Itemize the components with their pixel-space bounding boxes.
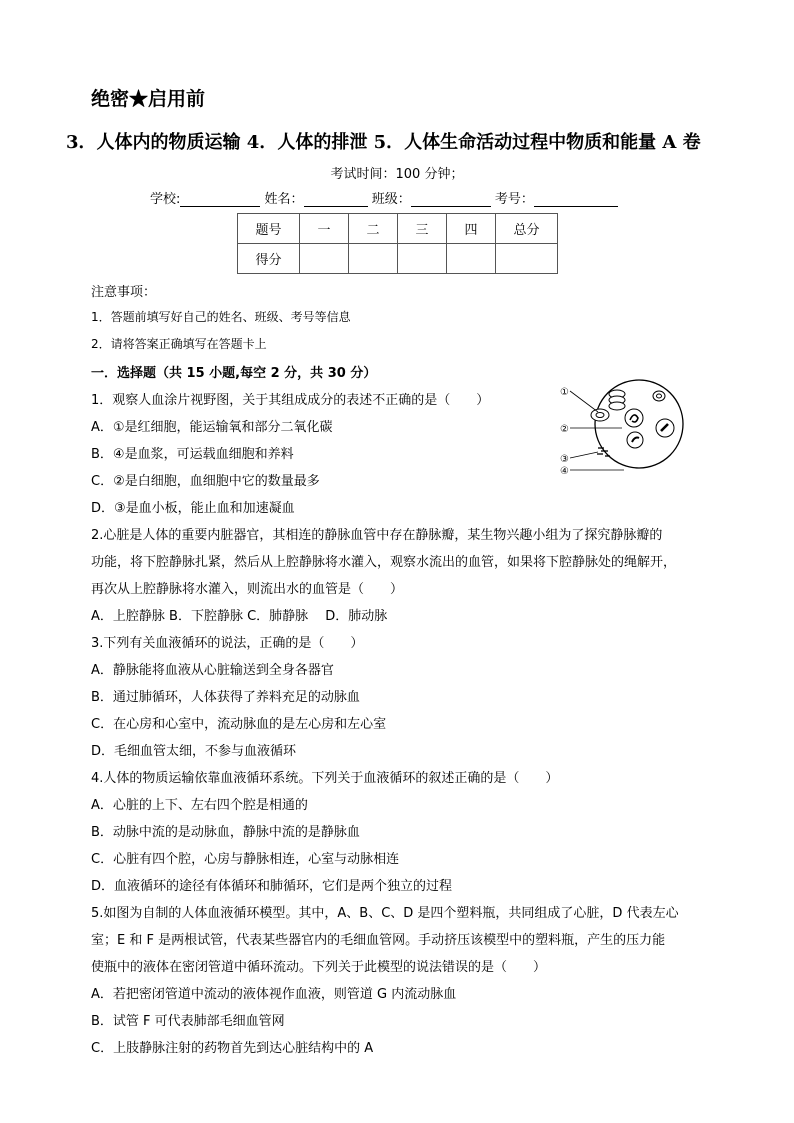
question-stem: 2.心脏是人体的重要内脏器官，其相连的静脉血管中存在静脉瓣，某生物兴趣小组为了探究静脉瓣的 — [91, 528, 663, 543]
option-d[interactable]: D．③是血小板，能止血和加速凝血 — [91, 501, 295, 516]
score-cell: 总分 — [496, 214, 558, 244]
question-stem: 室；E 和 F 是两根试管，代表某些器官内的毛细血管网。手动挤压该模型中的塑料瓶，产生的压力能 — [91, 933, 666, 948]
question-stem: 再次从上腔静脉将水灌入，则流出水的血管是（ ） — [91, 582, 404, 597]
notice-item: 1．答题前填写好自己的姓名、班级、考号等信息 — [91, 310, 351, 324]
option-b[interactable]: B．④是血浆，可运载血细胞和养料 — [91, 447, 294, 462]
option-d[interactable]: D．毛细血管太细，不参与血液循环 — [91, 744, 297, 759]
figure-label-4: ④ — [560, 466, 569, 477]
score-input-cell[interactable] — [349, 244, 398, 274]
question-stem: 5.如图为自制的人体血液循环模型。其中，A、B、C、D 是四个塑料瓶，共同组成了心脏，D 代表左心 — [91, 906, 679, 921]
notice-item: 2．请将答案正确填写在答题卡上 — [91, 337, 267, 351]
option-b[interactable]: B．通过肺循环，人体获得了养料充足的动脉血 — [91, 690, 360, 705]
name-label: 姓名： — [264, 192, 304, 207]
score-cell: 得分 — [238, 244, 300, 274]
school-blank[interactable] — [180, 192, 260, 207]
school-label: 学校: — [150, 192, 181, 207]
option-b[interactable]: B．动脉中流的是动脉血，静脉中流的是静脉血 — [91, 825, 360, 840]
score-table — [237, 213, 558, 274]
section-heading: 一．选择题（共 15 小题,每空 2 分，共 30 分） — [91, 366, 377, 381]
score-input-cell[interactable] — [300, 244, 349, 274]
blood-smear-figure — [560, 378, 700, 478]
option-a[interactable]: A．心脏的上下、左右四个腔是相通的 — [91, 798, 308, 813]
score-table-header-row — [238, 214, 558, 244]
score-input-cell[interactable] — [398, 244, 447, 274]
score-table-score-row — [238, 244, 558, 274]
option-c[interactable]: C．上肢静脉注射的药物首先到达心脏结构中的 A — [91, 1041, 374, 1056]
class-blank[interactable] — [411, 192, 491, 207]
platelet-stack-icon — [609, 390, 625, 410]
option-b[interactable]: B．试管 F 可代表肺部毛细血管网 — [91, 1014, 285, 1029]
option-c[interactable]: C．在心房和心室中，流动脉血的是左心房和左心室 — [91, 717, 387, 732]
options-line[interactable]: A．上腔静脉 B．下腔静脉 C．肺静脉 D．肺动脉 — [91, 609, 388, 624]
question-stem: 4.人体的物质运输依靠血液循环系统。下列关于血液循环的叙述正确的是（ ） — [91, 771, 559, 786]
figure-label-2: ② — [560, 424, 569, 435]
class-label: 班级： — [371, 192, 411, 207]
option-c[interactable]: C．心脏有四个腔，心房与静脉相连，心室与动脉相连 — [91, 852, 400, 867]
score-cell: 一 — [300, 214, 349, 244]
score-cell: 四 — [447, 214, 496, 244]
option-c[interactable]: C．②是白细胞，血细胞中它的数量最多 — [91, 474, 320, 489]
student-info-line — [150, 188, 618, 207]
question-stem: 使瓶中的液体在密闭管道中循环流动。下列关于此模型的说法错误的是（ ） — [91, 960, 547, 975]
number-blank[interactable] — [534, 192, 618, 207]
figure-label-3: ③ — [560, 454, 569, 465]
notice-title: 注意事项： — [91, 285, 157, 300]
option-a[interactable]: A．若把密闭管道中流动的液体视作血液，则管道 G 内流动脉血 — [91, 987, 457, 1002]
score-cell: 二 — [349, 214, 398, 244]
score-input-cell[interactable] — [496, 244, 558, 274]
exam-time: 考试时间：100 分钟； — [330, 167, 464, 182]
figure-label-1: ① — [560, 387, 569, 398]
question-stem: 3.下列有关血液循环的说法，正确的是（ ） — [91, 636, 364, 651]
question-stem: 功能，将下腔静脉扎紧，然后从上腔静脉将水灌入，观察水流出的血管，如果将下腔静脉处的绳解开， — [91, 555, 677, 570]
score-input-cell[interactable] — [447, 244, 496, 274]
score-cell: 三 — [398, 214, 447, 244]
confidential-mark: 绝密★启用前 — [91, 88, 206, 110]
option-d[interactable]: D．血液循环的途径有体循环和肺循环，它们是两个独立的过程 — [91, 879, 453, 894]
option-a[interactable]: A．静脉能将血液从心脏输送到全身各器官 — [91, 663, 334, 678]
number-label: 考号： — [494, 192, 534, 207]
score-cell: 题号 — [238, 214, 300, 244]
name-blank[interactable] — [304, 192, 368, 207]
question-stem: 1．观察人血涂片视野图，关于其组成成分的表述不正确的是（ ） — [91, 393, 490, 408]
page-title: 3．人体内的物质运输 4．人体的排泄 5．人体生命活动过程中物质和能量 A 卷 — [66, 132, 701, 153]
option-a[interactable]: A．①是红细胞，能运输氧和部分二氧化碳 — [91, 420, 333, 435]
